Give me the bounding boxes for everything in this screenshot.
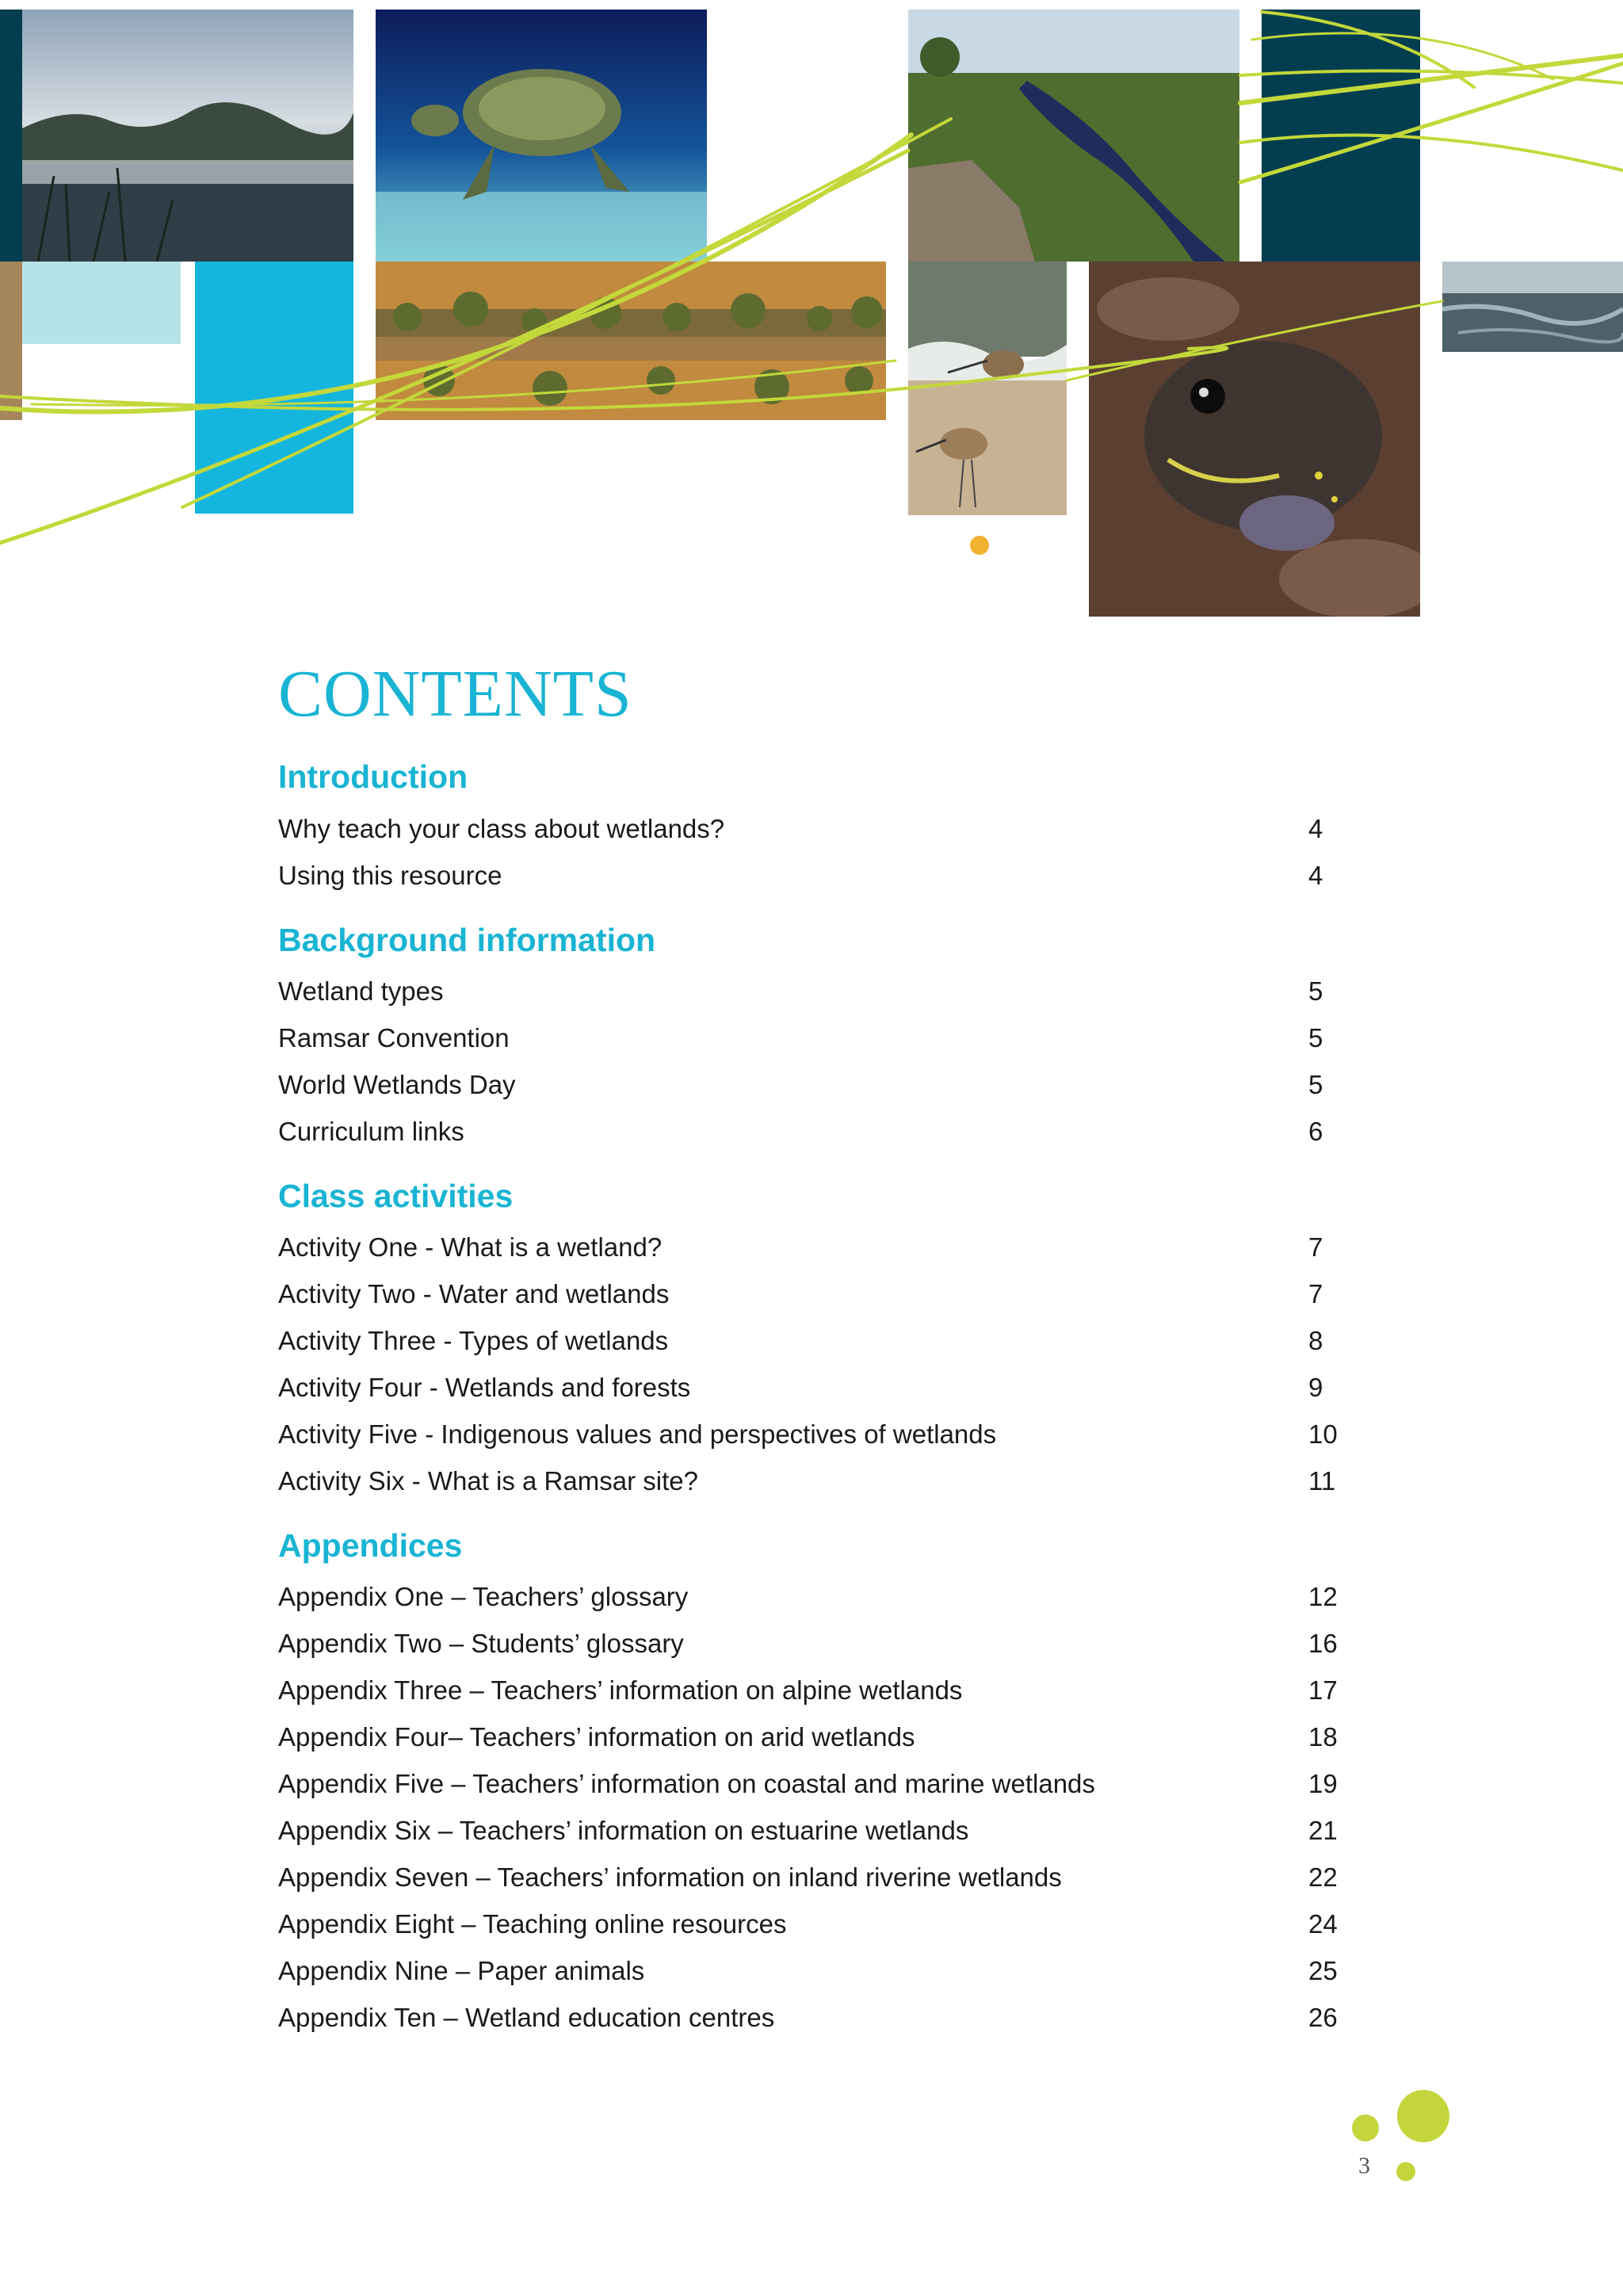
misty-lake-photo [22, 10, 353, 262]
entry-title: Activity Three - Types of wetlands [278, 1325, 669, 1355]
entry-page-number: 4 [1308, 813, 1323, 843]
orange-dot-decoration [970, 536, 989, 555]
contents-entry[interactable] [278, 1994, 1356, 2041]
contents-sections [278, 758, 1356, 2041]
entry-title: Activity Five - Indigenous values and perspectives of wetlands [278, 1419, 997, 1449]
entry-page-number: 12 [1308, 1582, 1338, 1612]
contents-entry[interactable] [278, 968, 1356, 1014]
entry-page-number: 5 [1308, 976, 1323, 1006]
contents-entry[interactable] [278, 1224, 1356, 1270]
photo-sliver-left [0, 262, 22, 420]
contents-entry[interactable] [278, 1760, 1356, 1807]
contents-entry[interactable] [278, 1108, 1356, 1155]
entry-title: Appendix Nine – Paper animals [278, 1956, 645, 1986]
contents-entry[interactable] [278, 1061, 1356, 1108]
entry-title: Appendix Four– Teachers’ information on arid wetlands [278, 1722, 915, 1752]
entry-page-number: 18 [1308, 1722, 1338, 1752]
contents-entry[interactable] [278, 1270, 1356, 1317]
entry-title: Wetland types [278, 976, 444, 1006]
shorebirds-photo [908, 262, 1067, 515]
header-collage [0, 0, 1623, 634]
entry-page-number: 5 [1308, 1069, 1323, 1099]
contents-entry[interactable] [278, 805, 1356, 852]
arid-wetland-photo [376, 262, 886, 420]
section-heading: Class activities [278, 1177, 514, 1214]
entry-page-number: 25 [1308, 1956, 1338, 1986]
contents-entry[interactable] [278, 1947, 1356, 1994]
entry-title: Appendix Two – Students’ glossary [278, 1629, 684, 1659]
contents-entry[interactable] [278, 1901, 1356, 1947]
contents-entry[interactable] [278, 1364, 1356, 1411]
green-dot-medium [1352, 2115, 1379, 2141]
section-heading: Appendices [278, 1526, 463, 1564]
contents-section [278, 1177, 1356, 1504]
contents-entry[interactable] [278, 1620, 1356, 1667]
entry-page-number: 16 [1308, 1629, 1338, 1659]
frog-photo [1089, 262, 1420, 617]
entry-title: Appendix Five – Teachers’ information on coastal and marine wetlands [278, 1769, 1095, 1799]
entry-page-number: 8 [1308, 1325, 1323, 1355]
entry-page-number: 5 [1308, 1022, 1323, 1052]
contents-entry[interactable] [278, 1457, 1356, 1504]
contents-entry[interactable] [278, 1807, 1356, 1854]
entry-page-number: 11 [1308, 1465, 1336, 1496]
entry-page-number: 7 [1308, 1232, 1323, 1262]
contents-section [278, 921, 1356, 1155]
entry-title: Appendix Ten – Wetland education centres [278, 2003, 775, 2033]
entry-title: Activity Four - Wetlands and forests [278, 1372, 691, 1402]
entry-title: Appendix Seven – Teachers’ information on inland riverine wetlands [278, 1862, 1062, 1893]
entry-title: Activity Six - What is a Ramsar site? [278, 1465, 698, 1496]
entry-page-number: 22 [1308, 1862, 1338, 1893]
contents-entry[interactable] [278, 1411, 1356, 1457]
page-title: CONTENTS [278, 657, 632, 731]
teal-block-right [1262, 10, 1420, 262]
entry-title: Activity Two - Water and wetlands [278, 1278, 670, 1308]
entry-title: Ramsar Convention [278, 1022, 510, 1052]
entry-title: Appendix One – Teachers’ glossary [278, 1582, 689, 1612]
entry-title: Appendix Three – Teachers’ information on alpine wetlands [278, 1675, 963, 1706]
cyan-block [195, 262, 353, 514]
contents-entry[interactable] [278, 1713, 1356, 1760]
entry-title: Curriculum links [278, 1116, 464, 1146]
contents-section [278, 1526, 1356, 2041]
entry-page-number: 7 [1308, 1278, 1323, 1308]
entry-page-number: 19 [1308, 1769, 1338, 1799]
page-number: 3 [1358, 2153, 1370, 2179]
contents-entry[interactable] [278, 1854, 1356, 1901]
teal-strip-left [0, 10, 22, 262]
entry-title: Why teach your class about wetlands? [278, 813, 725, 843]
entry-page-number: 9 [1308, 1372, 1323, 1402]
contents-entry[interactable] [278, 1573, 1356, 1620]
entry-title: Using this resource [278, 860, 502, 890]
river-gorge-photo [908, 10, 1239, 262]
entry-page-number: 4 [1308, 860, 1323, 890]
entry-page-number: 10 [1308, 1419, 1338, 1449]
contents-entry[interactable] [278, 1014, 1356, 1061]
green-dot-small [1396, 2162, 1415, 2181]
section-heading: Background information [278, 921, 656, 958]
entry-page-number: 6 [1308, 1116, 1323, 1146]
green-dot-large [1397, 2090, 1449, 2142]
entry-page-number: 26 [1308, 2003, 1338, 2033]
entry-title: Appendix Six – Teachers’ information on estuarine wetlands [278, 1816, 969, 1846]
contents-section [278, 758, 1356, 898]
entry-page-number: 17 [1308, 1675, 1338, 1706]
sea-turtle-photo [376, 10, 707, 262]
entry-page-number: 24 [1308, 1909, 1338, 1939]
entry-title: Appendix Eight – Teaching online resources [278, 1909, 787, 1939]
aerial-wetland-photo [1442, 262, 1623, 352]
entry-page-number: 21 [1308, 1816, 1338, 1846]
entry-title: World Wetlands Day [278, 1069, 516, 1099]
entry-title: Activity One - What is a wetland? [278, 1232, 663, 1262]
section-heading: Introduction [278, 758, 468, 796]
pale-cyan-block [22, 262, 181, 344]
table-of-contents [278, 658, 1356, 2063]
contents-entry[interactable] [278, 852, 1356, 899]
contents-entry[interactable] [278, 1667, 1356, 1713]
contents-entry[interactable] [278, 1317, 1356, 1364]
